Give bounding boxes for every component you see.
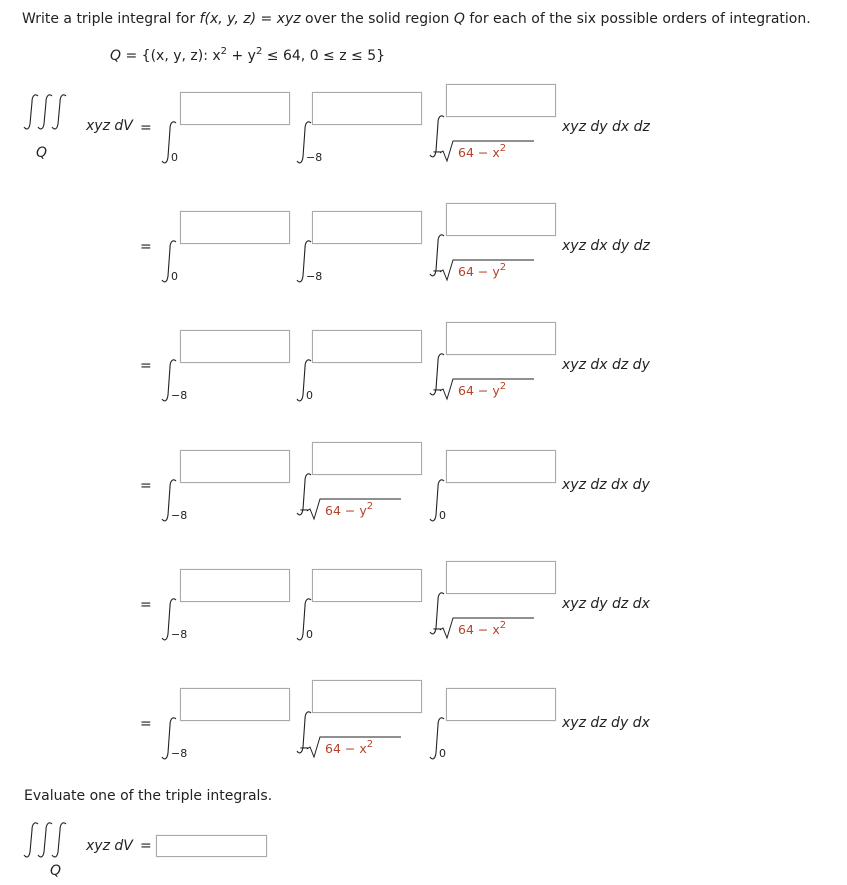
row-equals-sign: = — [140, 716, 152, 732]
evaluate-prompt: Evaluate one of the triple integrals. — [24, 788, 273, 804]
lower-limit-sqrt — [432, 258, 542, 286]
lower-limit-sqrt — [432, 139, 542, 167]
minus-sign: − — [432, 383, 443, 398]
upper-limit-input[interactable] — [312, 330, 422, 363]
upper-limit-input[interactable] — [312, 569, 422, 602]
lower-limit: 0 — [171, 270, 178, 283]
radicand: $64 - x^2$ — [458, 143, 507, 160]
eval-equals-sign: = — [140, 838, 152, 854]
integration-order-label: xyz dz dy dx — [562, 715, 650, 731]
row-equals-sign: = — [140, 478, 152, 494]
upper-limit-input[interactable] — [312, 92, 422, 125]
lower-limit-sqrt — [299, 497, 409, 525]
lower-limit: −8 — [171, 747, 188, 760]
minus-sign: − — [432, 622, 443, 637]
upper-limit-input[interactable] — [446, 688, 556, 721]
radicand: $64 - x^2$ — [325, 739, 374, 756]
integration-order-label: xyz dz dx dy — [562, 477, 650, 493]
lower-limit: −8 — [171, 509, 188, 522]
radicand: $64 - y^2$ — [458, 262, 507, 279]
integration-order-label: xyz dx dy dz — [562, 238, 650, 254]
upper-limit-input[interactable] — [312, 680, 422, 713]
equals-sign: = — [140, 120, 152, 136]
upper-limit-input[interactable] — [180, 450, 290, 483]
upper-limit-input[interactable] — [180, 330, 290, 363]
lower-limit: −8 — [171, 389, 188, 402]
region-definition: Q = {(x, y, z): $x^2 + y^2 \le 64$, 0 ≤ z ≤ 5} — [110, 46, 386, 64]
upper-limit-input[interactable] — [446, 84, 556, 117]
integration-order-label: xyz dx dz dy — [562, 357, 650, 373]
lower-limit-sqrt — [432, 377, 542, 405]
upper-limit-input[interactable] — [180, 569, 290, 602]
upper-limit-input[interactable] — [180, 211, 290, 244]
radicand: $64 - x^2$ — [458, 620, 507, 637]
triple-integral-symbol-eval — [22, 820, 84, 860]
lower-limit: −8 — [171, 628, 188, 641]
integration-order-label: xyz dy dz dx — [562, 596, 650, 612]
upper-limit-input[interactable] — [446, 450, 556, 483]
row-equals-sign: = — [140, 597, 152, 613]
minus-sign: − — [299, 741, 310, 756]
row-equals-sign: = — [140, 358, 152, 374]
lower-limit: 0 — [171, 151, 178, 164]
evaluate-answer-input[interactable] — [156, 835, 267, 857]
upper-limit-input[interactable] — [312, 442, 422, 475]
lower-limit-sqrt — [432, 616, 542, 644]
row-equals-sign: = — [140, 239, 152, 255]
eval-region-label: Q — [50, 863, 62, 879]
upper-limit-input[interactable] — [180, 92, 290, 125]
lower-limit: −8 — [306, 270, 323, 283]
lower-limit-sqrt — [299, 735, 409, 763]
radicand: $64 - y^2$ — [325, 501, 374, 518]
integration-order-label: xyz dy dx dz — [562, 119, 650, 135]
integrand: xyz dV — [86, 118, 133, 134]
lower-limit: 0 — [306, 628, 313, 641]
upper-limit-input[interactable] — [446, 203, 556, 236]
radicand: $64 - y^2$ — [458, 381, 507, 398]
lower-limit: 0 — [439, 509, 446, 522]
lower-limit: 0 — [306, 389, 313, 402]
upper-limit-input[interactable] — [180, 688, 290, 721]
upper-limit-input[interactable] — [312, 211, 422, 244]
eval-integrand: xyz dV — [86, 838, 133, 854]
minus-sign: − — [299, 503, 310, 518]
triple-integral-symbol — [22, 92, 84, 132]
question-text: Write a triple integral for f(x, y, z) = xyz over the solid region Q for each of the six possible orders of integration. — [22, 11, 811, 27]
minus-sign: − — [432, 264, 443, 279]
minus-sign: − — [432, 145, 443, 160]
lower-limit: 0 — [439, 747, 446, 760]
upper-limit-input[interactable] — [446, 322, 556, 355]
upper-limit-input[interactable] — [446, 561, 556, 594]
region-label: Q — [36, 145, 48, 161]
lower-limit: −8 — [306, 151, 323, 164]
